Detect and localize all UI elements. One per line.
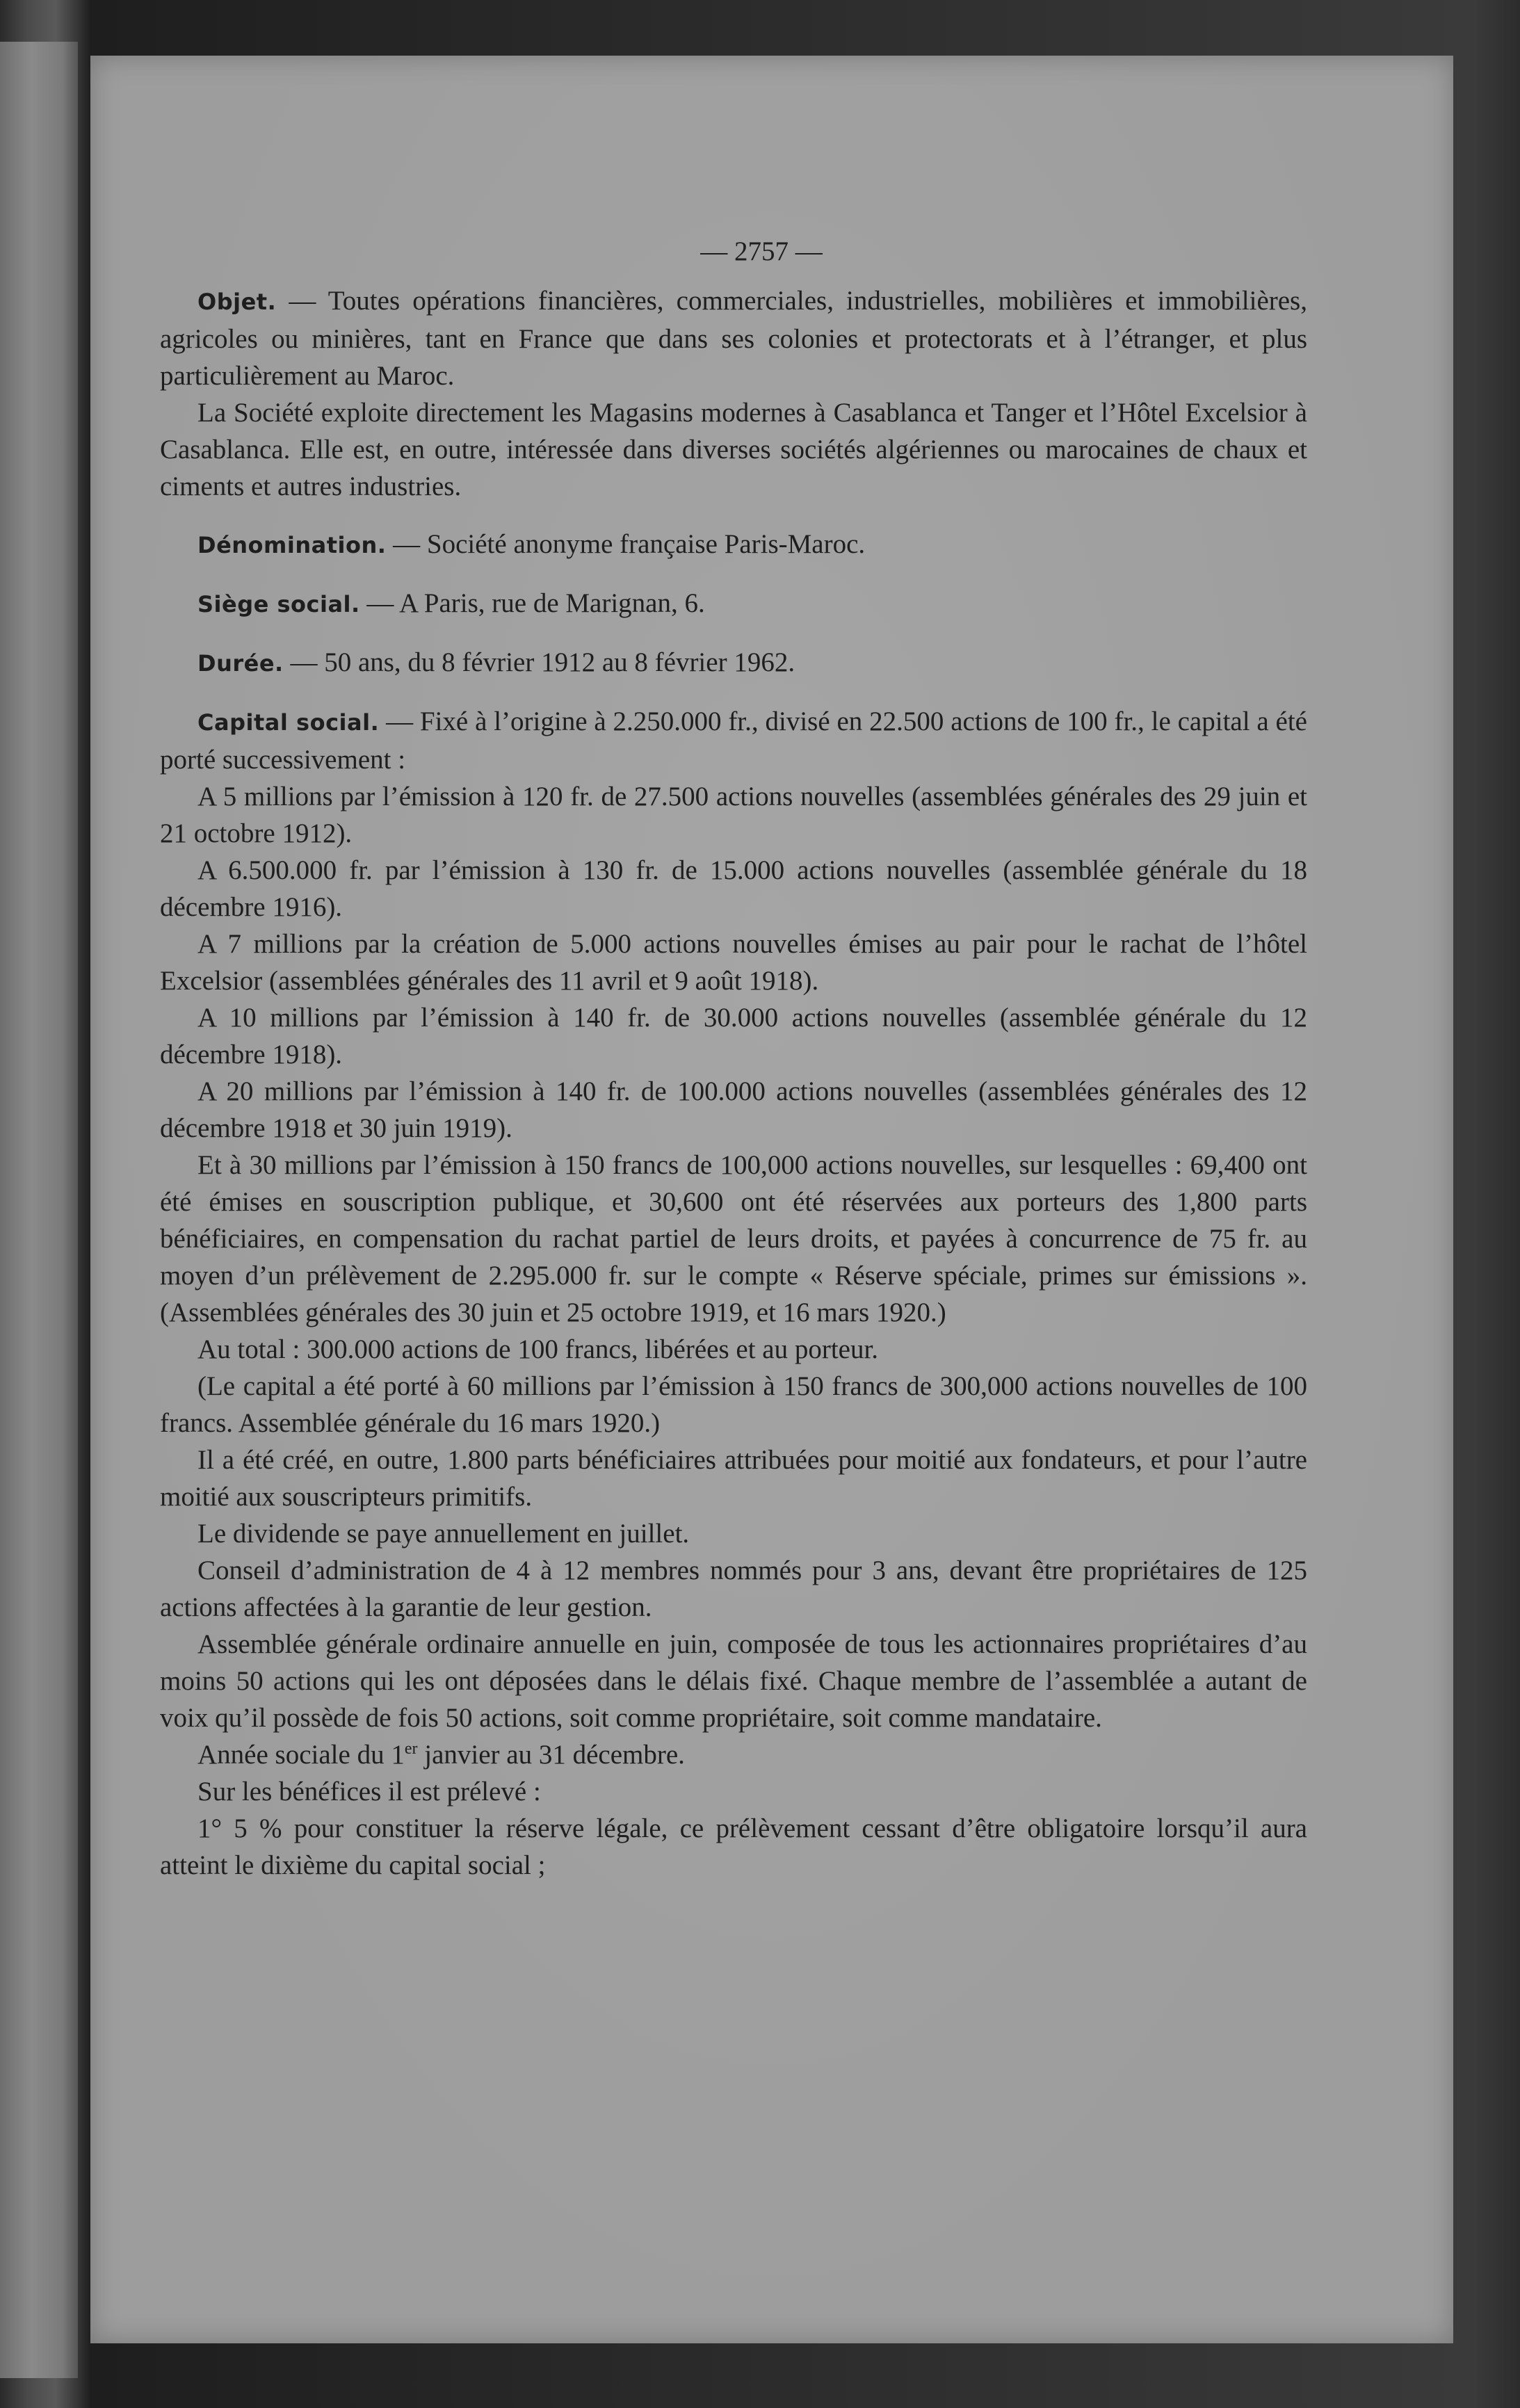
section-denomination [160, 526, 1307, 564]
objet-paragraph-2: La Société exploite directement les Magasins modernes à Casablanca et Tanger et l’Hôtel Excelsior à Casablanca. Elle est, en outre, intéressée dans diverses sociétés algériennes ou marocaines de chaux et ciments et autres industries. [160, 398, 1307, 501]
capital-paragraph-6: Et à 30 millions par l’émission à 150 francs de 100,000 actions nouvelles, sur lesquelles : 69,400 ont été émises en souscription publique, et 30,600 ont été réservées aux porteurs des 1,800 parts bénéficiaires, en compensation du rachat partiel de leurs droits, et payées à concurrence de 75 fr. au moyen d’un prélèvement de 2.295.000 fr. sur le compte « Réserve spéciale, primes sur émissions ». (Assemblées générales des 30 juin et 25 octobre 1919, et 16 mars 1920.) [160, 1150, 1307, 1327]
denomination-paragraph [160, 526, 1307, 564]
siege-label: Siège social. [197, 591, 360, 617]
capital-paragraph-8: (Le capital a été porté à 60 millions par l’émission à 150 francs de 300,000 actions nouvelles de 100 francs. Assemblée générale du 16 mars 1920.) [160, 1371, 1307, 1438]
capital-paragraph-1: A 5 millions par l’émission à 120 fr. de 27.500 actions nouvelles (assemblées générales des 29 juin et 21 octobre 1912). [160, 782, 1307, 848]
section-capital [160, 703, 1307, 1884]
capital-paragraph-2: A 6.500.000 fr. par l’émission à 130 fr. de 15.000 actions nouvelles (assemblée générale du 18 décembre 1916). [160, 855, 1307, 922]
page [90, 56, 1453, 2343]
section-objet [160, 282, 1307, 505]
section-duree [160, 644, 1307, 682]
annee-after: janvier au 31 décembre. [417, 1740, 685, 1770]
capital-paragraph-11: Conseil d’administration de 4 à 12 membres nommés pour 3 ans, devant être propriétaires de 125 actions affectées à la garantie de leur gestion. [160, 1555, 1307, 1622]
section-siege [160, 585, 1307, 623]
annee-before: Année sociale du 1 [197, 1740, 405, 1770]
capital-paragraph-7: Au total : 300.000 actions de 100 francs, libérées et au porteur. [197, 1334, 879, 1364]
objet-paragraph [160, 282, 1307, 394]
annee-paragraph [160, 1736, 1307, 1773]
duree-text: — 50 ans, du 8 février 1912 au 8 février 1962. [283, 647, 795, 677]
capital-paragraph-3: A 7 millions par la création de 5.000 actions nouvelles émises au pair pour le rachat de l’hôtel Excelsior (assemblées générales des 11 avril et 9 août 1918). [160, 929, 1307, 996]
annee-sup: er [404, 1740, 418, 1758]
previous-page-edge [0, 42, 78, 2378]
duree-label: Durée. [197, 650, 284, 677]
reserve-paragraph: 1° 5 % pour constituer la réserve légale, ce prélèvement cessant d’être obligatoire lorsqu’il aura atteint le dixième du capital social ; [160, 1813, 1307, 1880]
capital-text: — Fixé à l’origine à 2.250.000 fr., divisé en 22.500 actions de 100 fr., le capital a été porté successivement : [160, 706, 1307, 775]
capital-paragraph [160, 703, 1307, 778]
capital-paragraph-10: Le dividende se paye annuellement en juillet. [197, 1519, 690, 1549]
benefices-paragraph: Sur les bénéfices il est prélevé : [197, 1777, 541, 1807]
capital-label: Capital social. [197, 709, 380, 736]
siege-paragraph [160, 585, 1307, 623]
page-number: — 2757 — [700, 236, 823, 266]
duree-paragraph [160, 644, 1307, 682]
capital-paragraph-4: A 10 millions par l’émission à 140 fr. de 30.000 actions nouvelles (assemblée générale du 12 décembre 1918). [160, 1003, 1307, 1069]
denomination-label: Dénomination. [197, 532, 387, 558]
capital-paragraph-12: Assemblée générale ordinaire annuelle en juin, composée de tous les actionnaires propriétaires d’au moins 50 actions qui les ont déposées dans le délais fixé. Chaque membre de l’assemblée a autant de voix qu’il possède de fois 50 actions, soit comme propriétaire, soit comme mandataire. [160, 1629, 1307, 1733]
objet-label: Objet. [197, 289, 277, 315]
capital-paragraph-5: A 20 millions par l’émission à 140 fr. de 100.000 actions nouvelles (assemblées générales des 12 décembre 1918 et 30 juin 1919). [160, 1076, 1307, 1143]
siege-text: — A Paris, rue de Marignan, 6. [359, 588, 705, 618]
denomination-text: — Société anonyme française Paris-Maroc. [386, 529, 866, 559]
objet-text: — Toutes opérations financières, commerciales, industrielles, mobilières et immobilières, agricoles ou minières, tant en France que dans ses colonies et protectorats et à l’étranger, et plus particulièrement au Maroc. [160, 286, 1307, 391]
capital-paragraph-9: Il a été créé, en outre, 1.800 parts bénéficiaires attribuées pour moitié aux fondateurs, et pour l’autre moitié aux souscripteurs primitifs. [160, 1445, 1307, 1512]
page-text [160, 233, 1307, 1884]
